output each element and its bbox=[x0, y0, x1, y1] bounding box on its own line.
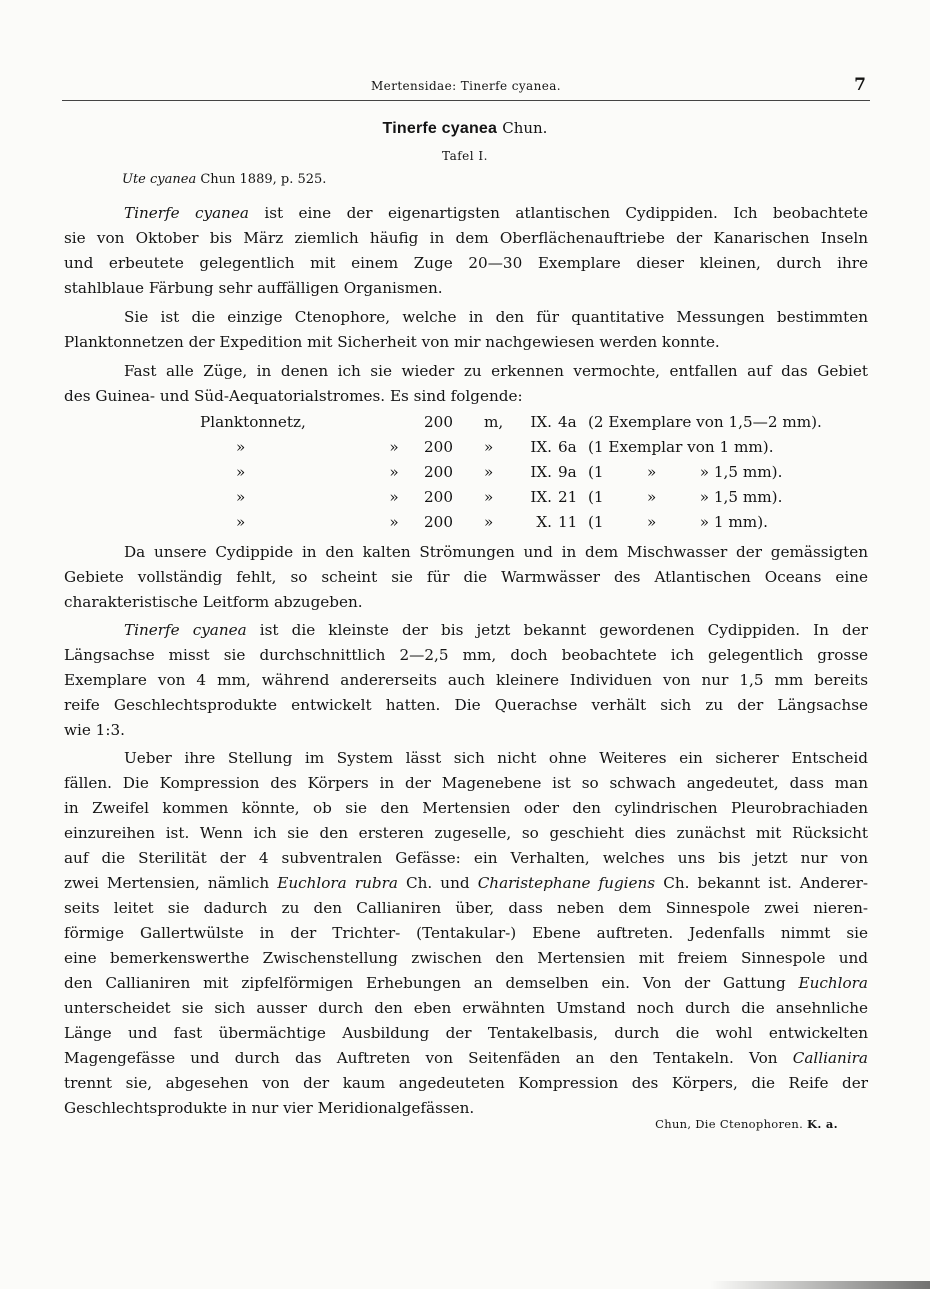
text-line: Sie ist die einzige Ctenophore, welche in den für quantitative Messungen bestimmten bbox=[124, 308, 868, 326]
station-depth: 200 bbox=[424, 513, 453, 531]
text-line: Gebiete vollständig fehlt, so scheint sie für die Warmwässer des Atlantischen Oceans eine bbox=[64, 568, 868, 586]
text-fragment: zwei Mertensien, nämlich bbox=[64, 874, 278, 892]
station-depth: 200 bbox=[424, 463, 453, 481]
signature-text: Chun, Die Ctenophoren. bbox=[655, 1117, 804, 1131]
paragraph-2 bbox=[64, 305, 868, 355]
station-depth: 200 bbox=[424, 413, 453, 431]
text-line: fällen. Die Kompression des Körpers in der Magenebene ist so schwach angedeutet, dass man bbox=[64, 774, 868, 792]
ditto-mark: » bbox=[389, 513, 399, 531]
station-net: » bbox=[236, 438, 246, 456]
depth-unit: » bbox=[484, 438, 494, 456]
station-number: 11 bbox=[558, 513, 578, 531]
taxon-name: Euchlora rubra bbox=[277, 874, 398, 892]
ditto-mark: » bbox=[389, 488, 399, 506]
station-series: IX. bbox=[530, 488, 552, 506]
text-line: Ueber ihre Stellung im System lässt sich nicht ohne Weiteres ein sicherer Entscheid bbox=[124, 749, 868, 767]
species-name: Tinerfe cyanea bbox=[382, 120, 498, 137]
depth-unit: m, bbox=[484, 413, 504, 431]
text-line bbox=[64, 618, 868, 643]
text-fragment: Ch. bekannt ist. Anderer- bbox=[655, 874, 868, 892]
text-line: unterscheidet sie sich ausser durch den eben erwähnten Umstand noch durch die ansehnliche bbox=[64, 999, 868, 1017]
text-line: einzureihen ist. Wenn ich sie den ersteren zugeselle, so geschieht dies zunächst mit Rücksicht bbox=[64, 824, 868, 842]
text-fragment: Ch. und bbox=[397, 874, 478, 892]
taxon-name: Charistephane fugiens bbox=[477, 874, 656, 892]
station-row bbox=[200, 435, 822, 460]
scan-edge-shadow bbox=[710, 1281, 930, 1289]
sheet-mark: K. a. bbox=[807, 1117, 838, 1131]
synonym-citation: Chun 1889, p. 525. bbox=[200, 172, 327, 187]
station-number: 6a bbox=[558, 438, 577, 456]
station-series: IX. bbox=[530, 413, 552, 431]
station-net: » bbox=[236, 463, 246, 481]
text-line: stahlblaue Färbung sehr auffälligen Organismen. bbox=[64, 279, 443, 297]
catch-note: (1 » » 1,5 mm). bbox=[588, 488, 783, 506]
text-line bbox=[64, 201, 868, 226]
station-depth: 200 bbox=[424, 438, 453, 456]
ditto-mark: » bbox=[389, 463, 399, 481]
text-line: Exemplare von 4 mm, während andererseits auch kleinere Individuen von nur 1,5 mm bereits bbox=[64, 671, 868, 689]
paragraph-6 bbox=[64, 746, 868, 1121]
text-line bbox=[64, 971, 868, 996]
station-net: » bbox=[236, 488, 246, 506]
text-fragment: Magengefässe und durch das Auftreten von Seitenfäden an den Tentakeln. Von bbox=[64, 1049, 793, 1067]
species-author: Chun. bbox=[502, 119, 548, 137]
paragraph-1 bbox=[64, 201, 868, 301]
catch-note: (1 Exemplar von 1 mm). bbox=[588, 438, 774, 456]
synonym-name: Ute cyanea bbox=[122, 172, 197, 187]
paragraph-5 bbox=[64, 618, 868, 743]
text-line: trennt sie, abgesehen von der kaum angedeuteten Kompression des Körpers, die Reife der bbox=[64, 1074, 868, 1092]
text-fragment: ist die kleinste der bis jetzt bekannt gewordenen Cydippiden. In der bbox=[246, 621, 869, 639]
text-line: Fast alle Züge, in denen ich sie wieder zu erkennen vermochte, entfallen auf das Gebiet bbox=[124, 362, 868, 380]
text-fragment: ist eine der eigenartigsten atlantischen Cydippiden. Ich beobachtete bbox=[249, 204, 868, 222]
synonym-line bbox=[122, 172, 326, 187]
text-line: in Zweifel kommen könnte, ob sie den Mertensien oder den cylindrischen Pleurobrachiaden bbox=[64, 799, 868, 817]
text-line: des Guinea- und Süd-Aequatorialstromes. Es sind folgende: bbox=[64, 387, 523, 405]
catch-note: (1 » » 1,5 mm). bbox=[588, 463, 783, 481]
text-line: Da unsere Cydippide in den kalten Strömungen und in dem Mischwasser der gemässigten bbox=[124, 543, 868, 561]
text-line: Längsachse misst sie durchschnittlich 2—2,5 mm, doch beobachtete ich gelegentlich grosse bbox=[64, 646, 868, 664]
catch-note: (2 Exemplare von 1,5—2 mm). bbox=[588, 413, 822, 431]
text-line: Länge und fast übermächtige Ausbildung der Tentakelbasis, durch die wohl entwickelten bbox=[64, 1024, 868, 1042]
paragraph-4 bbox=[64, 540, 868, 615]
text-line: reife Geschlechtsprodukte entwickelt hatten. Die Querachse verhält sich zu der Längsachse bbox=[64, 696, 868, 714]
plate-reference: Tafel I. bbox=[442, 149, 488, 163]
station-row bbox=[200, 510, 822, 535]
ditto-mark: » bbox=[389, 438, 399, 456]
station-row bbox=[200, 485, 822, 510]
station-series: IX. bbox=[530, 463, 552, 481]
text-line bbox=[64, 1046, 868, 1071]
text-line: wie 1:3. bbox=[64, 721, 125, 739]
station-series: IX. bbox=[530, 438, 552, 456]
text-line: auf die Sterilität der 4 subventralen Gefässe: ein Verhalten, welches uns bis jetzt nur von bbox=[64, 849, 868, 867]
taxon-name: Tinerfe cyanea bbox=[124, 204, 249, 222]
depth-unit: » bbox=[484, 463, 494, 481]
text-line: sie von Oktober bis März ziemlich häufig in dem Oberflächenauftriebe der Kanarischen Inseln bbox=[64, 229, 868, 247]
station-row bbox=[200, 460, 822, 485]
depth-unit: » bbox=[484, 488, 494, 506]
page-number: 7 bbox=[854, 75, 866, 95]
station-number: 21 bbox=[558, 488, 578, 506]
taxon-name: Callianira bbox=[792, 1049, 868, 1067]
station-net: » bbox=[236, 513, 246, 531]
station-net: Planktonnetz, bbox=[200, 413, 306, 431]
station-table bbox=[200, 410, 822, 535]
text-fragment: den Callianiren mit zipfelförmigen Erhebungen an demselben ein. Von der Gattung bbox=[64, 974, 799, 992]
station-depth: 200 bbox=[424, 488, 453, 506]
article-title bbox=[0, 118, 930, 138]
paragraph-3 bbox=[64, 359, 868, 409]
ditto-mark bbox=[364, 410, 424, 435]
text-line bbox=[64, 871, 868, 896]
station-series: X. bbox=[536, 513, 552, 531]
depth-unit: » bbox=[484, 513, 494, 531]
text-line: förmige Gallertwülste in der Trichter- (Tentakular-) Ebene auftreten. Jedenfalls nimmt sie bbox=[64, 924, 868, 942]
text-line: charakteristische Leitform abzugeben. bbox=[64, 593, 363, 611]
text-line: seits leitet sie dadurch zu den Callianiren über, dass neben dem Sinnespole zwei nieren- bbox=[64, 899, 868, 917]
station-number: 4a bbox=[558, 413, 577, 431]
station-row bbox=[200, 410, 822, 435]
text-line: Geschlechtsprodukte in nur vier Meridionalgefässen. bbox=[64, 1099, 475, 1117]
taxon-name: Tinerfe cyanea bbox=[124, 621, 247, 639]
catch-note: (1 » » 1 mm). bbox=[588, 513, 768, 531]
station-number: 9a bbox=[558, 463, 577, 481]
running-title: Mertensidae: Tinerfe cyanea. bbox=[371, 79, 561, 93]
running-head bbox=[62, 76, 870, 101]
taxon-name: Euchlora bbox=[798, 974, 868, 992]
text-line: eine bemerkenswerthe Zwischenstellung zwischen den Mertensien mit freiem Sinnespole und bbox=[64, 949, 868, 967]
text-line: und erbeutete gelegentlich mit einem Zuge 20—30 Exemplare dieser kleinen, durch ihre bbox=[64, 254, 868, 272]
footer-signature bbox=[655, 1117, 838, 1131]
text-line: Planktonnetzen der Expedition mit Sicherheit von mir nachgewiesen werden konnte. bbox=[64, 333, 720, 351]
